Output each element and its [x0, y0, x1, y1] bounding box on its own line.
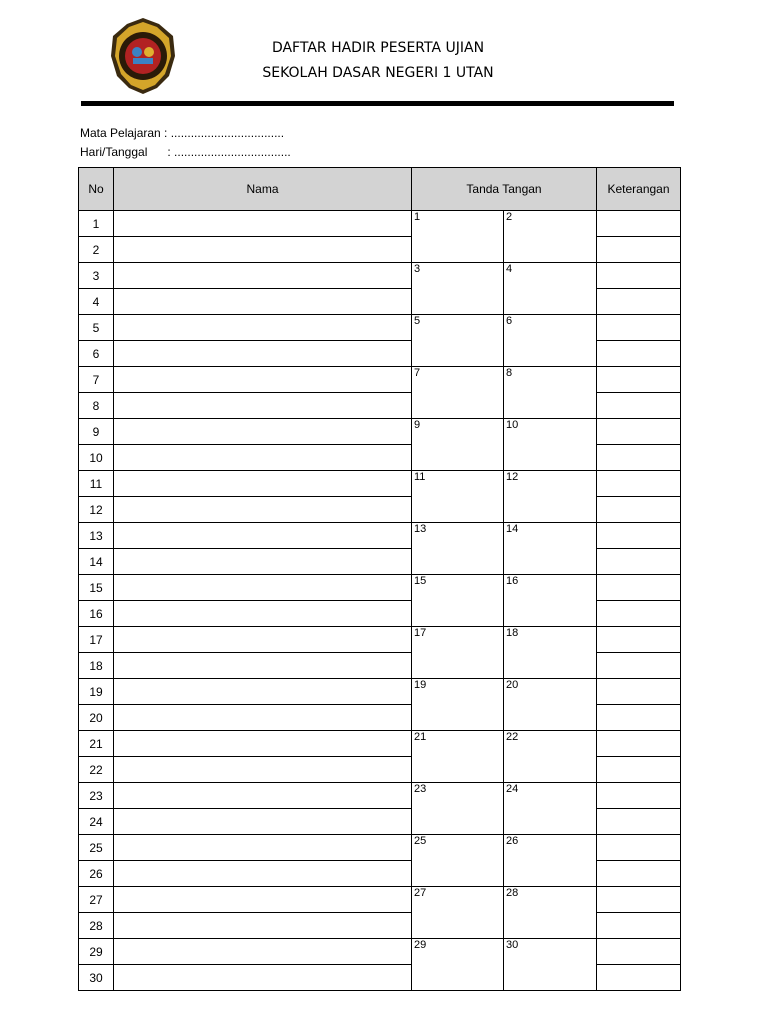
signature-cell[interactable]: 4 — [504, 263, 597, 315]
row-number: 3 — [79, 263, 114, 289]
row-number: 16 — [79, 601, 114, 627]
name-cell[interactable] — [114, 757, 412, 783]
name-cell[interactable] — [114, 341, 412, 367]
signature-cell[interactable]: 25 — [412, 835, 504, 887]
notes-cell[interactable] — [597, 965, 681, 991]
signature-cell[interactable]: 3 — [412, 263, 504, 315]
name-cell[interactable] — [114, 861, 412, 887]
name-cell[interactable] — [114, 887, 412, 913]
table-row — [79, 835, 681, 861]
attendance-table — [78, 167, 681, 991]
signature-cell[interactable]: 17 — [412, 627, 504, 679]
row-number: 15 — [79, 575, 114, 601]
subject-field: Mata Pelajaran : .................................. — [80, 126, 285, 140]
name-cell[interactable] — [114, 783, 412, 809]
table-row — [79, 367, 681, 393]
signature-cell[interactable]: 10 — [504, 419, 597, 471]
row-number: 5 — [79, 315, 114, 341]
row-number: 28 — [79, 913, 114, 939]
notes-cell[interactable] — [597, 679, 681, 705]
table-row — [79, 939, 681, 965]
name-cell[interactable] — [114, 965, 412, 991]
row-number: 25 — [79, 835, 114, 861]
row-number: 29 — [79, 939, 114, 965]
signature-cell[interactable]: 27 — [412, 887, 504, 939]
row-number: 2 — [79, 237, 114, 263]
signature-cell[interactable]: 5 — [412, 315, 504, 367]
school-name: SEKOLAH DASAR NEGERI 1 UTAN — [262, 65, 494, 81]
row-number: 23 — [79, 783, 114, 809]
name-cell[interactable] — [114, 705, 412, 731]
notes-cell[interactable] — [597, 471, 681, 497]
signature-cell[interactable]: 26 — [504, 835, 597, 887]
header-divider — [81, 101, 674, 106]
name-cell[interactable] — [114, 835, 412, 861]
notes-cell[interactable] — [597, 445, 681, 471]
notes-cell[interactable] — [597, 783, 681, 809]
notes-cell[interactable] — [597, 757, 681, 783]
table-row — [79, 575, 681, 601]
name-cell[interactable] — [114, 289, 412, 315]
signature-cell[interactable]: 14 — [504, 523, 597, 575]
header-notes: Keterangan — [597, 168, 681, 211]
notes-cell[interactable] — [597, 601, 681, 627]
name-cell[interactable] — [114, 263, 412, 289]
row-number: 17 — [79, 627, 114, 653]
notes-cell[interactable] — [597, 497, 681, 523]
row-number: 12 — [79, 497, 114, 523]
name-cell[interactable] — [114, 913, 412, 939]
name-cell[interactable] — [114, 445, 412, 471]
signature-cell[interactable]: 16 — [504, 575, 597, 627]
table-row — [79, 315, 681, 341]
row-number: 26 — [79, 861, 114, 887]
signature-cell[interactable]: 30 — [504, 939, 597, 991]
row-number: 21 — [79, 731, 114, 757]
name-cell[interactable] — [114, 315, 412, 341]
row-number: 9 — [79, 419, 114, 445]
header-name: Nama — [114, 168, 412, 211]
table-row — [79, 627, 681, 653]
row-number: 10 — [79, 445, 114, 471]
notes-cell[interactable] — [597, 627, 681, 653]
notes-cell[interactable] — [597, 835, 681, 861]
signature-cell[interactable]: 15 — [412, 575, 504, 627]
document-title: DAFTAR HADIR PESERTA UJIAN — [271, 40, 485, 56]
signature-cell[interactable]: 6 — [504, 315, 597, 367]
notes-cell[interactable] — [597, 289, 681, 315]
school-logo — [107, 14, 179, 98]
notes-cell[interactable] — [597, 939, 681, 965]
table-row — [79, 679, 681, 705]
notes-cell[interactable] — [597, 575, 681, 601]
row-number: 30 — [79, 965, 114, 991]
signature-cell[interactable]: 2 — [504, 211, 597, 263]
row-number: 1 — [79, 211, 114, 237]
name-cell[interactable] — [114, 419, 412, 445]
name-cell[interactable] — [114, 731, 412, 757]
row-number: 20 — [79, 705, 114, 731]
row-number: 13 — [79, 523, 114, 549]
table-row — [79, 523, 681, 549]
table-row — [79, 471, 681, 497]
signature-cell[interactable]: 8 — [504, 367, 597, 419]
row-number: 6 — [79, 341, 114, 367]
row-number: 8 — [79, 393, 114, 419]
notes-cell[interactable] — [597, 315, 681, 341]
table-row — [79, 263, 681, 289]
signature-cell[interactable]: 1 — [412, 211, 504, 263]
notes-cell[interactable] — [597, 237, 681, 263]
row-number: 27 — [79, 887, 114, 913]
notes-cell[interactable] — [597, 263, 681, 289]
name-cell[interactable] — [114, 497, 412, 523]
signature-cell[interactable]: 23 — [412, 783, 504, 835]
notes-cell[interactable] — [597, 887, 681, 913]
signature-cell[interactable]: 18 — [504, 627, 597, 679]
table-row — [79, 419, 681, 445]
name-cell[interactable] — [114, 237, 412, 263]
signature-cell[interactable]: 11 — [412, 471, 504, 523]
notes-cell[interactable] — [597, 523, 681, 549]
name-cell[interactable] — [114, 809, 412, 835]
signature-cell[interactable]: 12 — [504, 471, 597, 523]
signature-cell[interactable]: 24 — [504, 783, 597, 835]
signature-cell[interactable]: 19 — [412, 679, 504, 731]
signature-cell[interactable]: 9 — [412, 419, 504, 471]
row-number: 24 — [79, 809, 114, 835]
row-number: 18 — [79, 653, 114, 679]
signature-cell[interactable]: 7 — [412, 367, 504, 419]
date-field: Hari/Tanggal : ................................... — [80, 145, 291, 159]
signature-cell[interactable]: 22 — [504, 731, 597, 783]
name-cell[interactable] — [114, 653, 412, 679]
name-cell[interactable] — [114, 627, 412, 653]
signature-cell[interactable]: 29 — [412, 939, 504, 991]
notes-cell[interactable] — [597, 367, 681, 393]
notes-cell[interactable] — [597, 549, 681, 575]
notes-cell[interactable] — [597, 341, 681, 367]
table-row — [79, 783, 681, 809]
name-cell[interactable] — [114, 549, 412, 575]
notes-cell[interactable] — [597, 809, 681, 835]
name-cell[interactable] — [114, 575, 412, 601]
notes-cell[interactable] — [597, 653, 681, 679]
notes-cell[interactable] — [597, 211, 681, 237]
header-signature: Tanda Tangan — [412, 168, 597, 211]
row-number: 7 — [79, 367, 114, 393]
name-cell[interactable] — [114, 367, 412, 393]
notes-cell[interactable] — [597, 913, 681, 939]
row-number: 4 — [79, 289, 114, 315]
signature-cell[interactable]: 21 — [412, 731, 504, 783]
signature-cell[interactable]: 28 — [504, 887, 597, 939]
notes-cell[interactable] — [597, 419, 681, 445]
notes-cell[interactable] — [597, 861, 681, 887]
row-number: 19 — [79, 679, 114, 705]
table-row — [79, 731, 681, 757]
row-number: 22 — [79, 757, 114, 783]
signature-cell[interactable]: 20 — [504, 679, 597, 731]
row-number: 14 — [79, 549, 114, 575]
name-cell[interactable] — [114, 679, 412, 705]
name-cell[interactable] — [114, 211, 412, 237]
name-cell[interactable] — [114, 939, 412, 965]
name-cell[interactable] — [114, 601, 412, 627]
table-row — [79, 887, 681, 913]
signature-cell[interactable]: 13 — [412, 523, 504, 575]
name-cell[interactable] — [114, 523, 412, 549]
name-cell[interactable] — [114, 393, 412, 419]
header-no: No — [79, 168, 114, 211]
notes-cell[interactable] — [597, 731, 681, 757]
table-row — [79, 211, 681, 237]
notes-cell[interactable] — [597, 705, 681, 731]
table-header-row — [79, 168, 681, 211]
row-number: 11 — [79, 471, 114, 497]
name-cell[interactable] — [114, 471, 412, 497]
notes-cell[interactable] — [597, 393, 681, 419]
